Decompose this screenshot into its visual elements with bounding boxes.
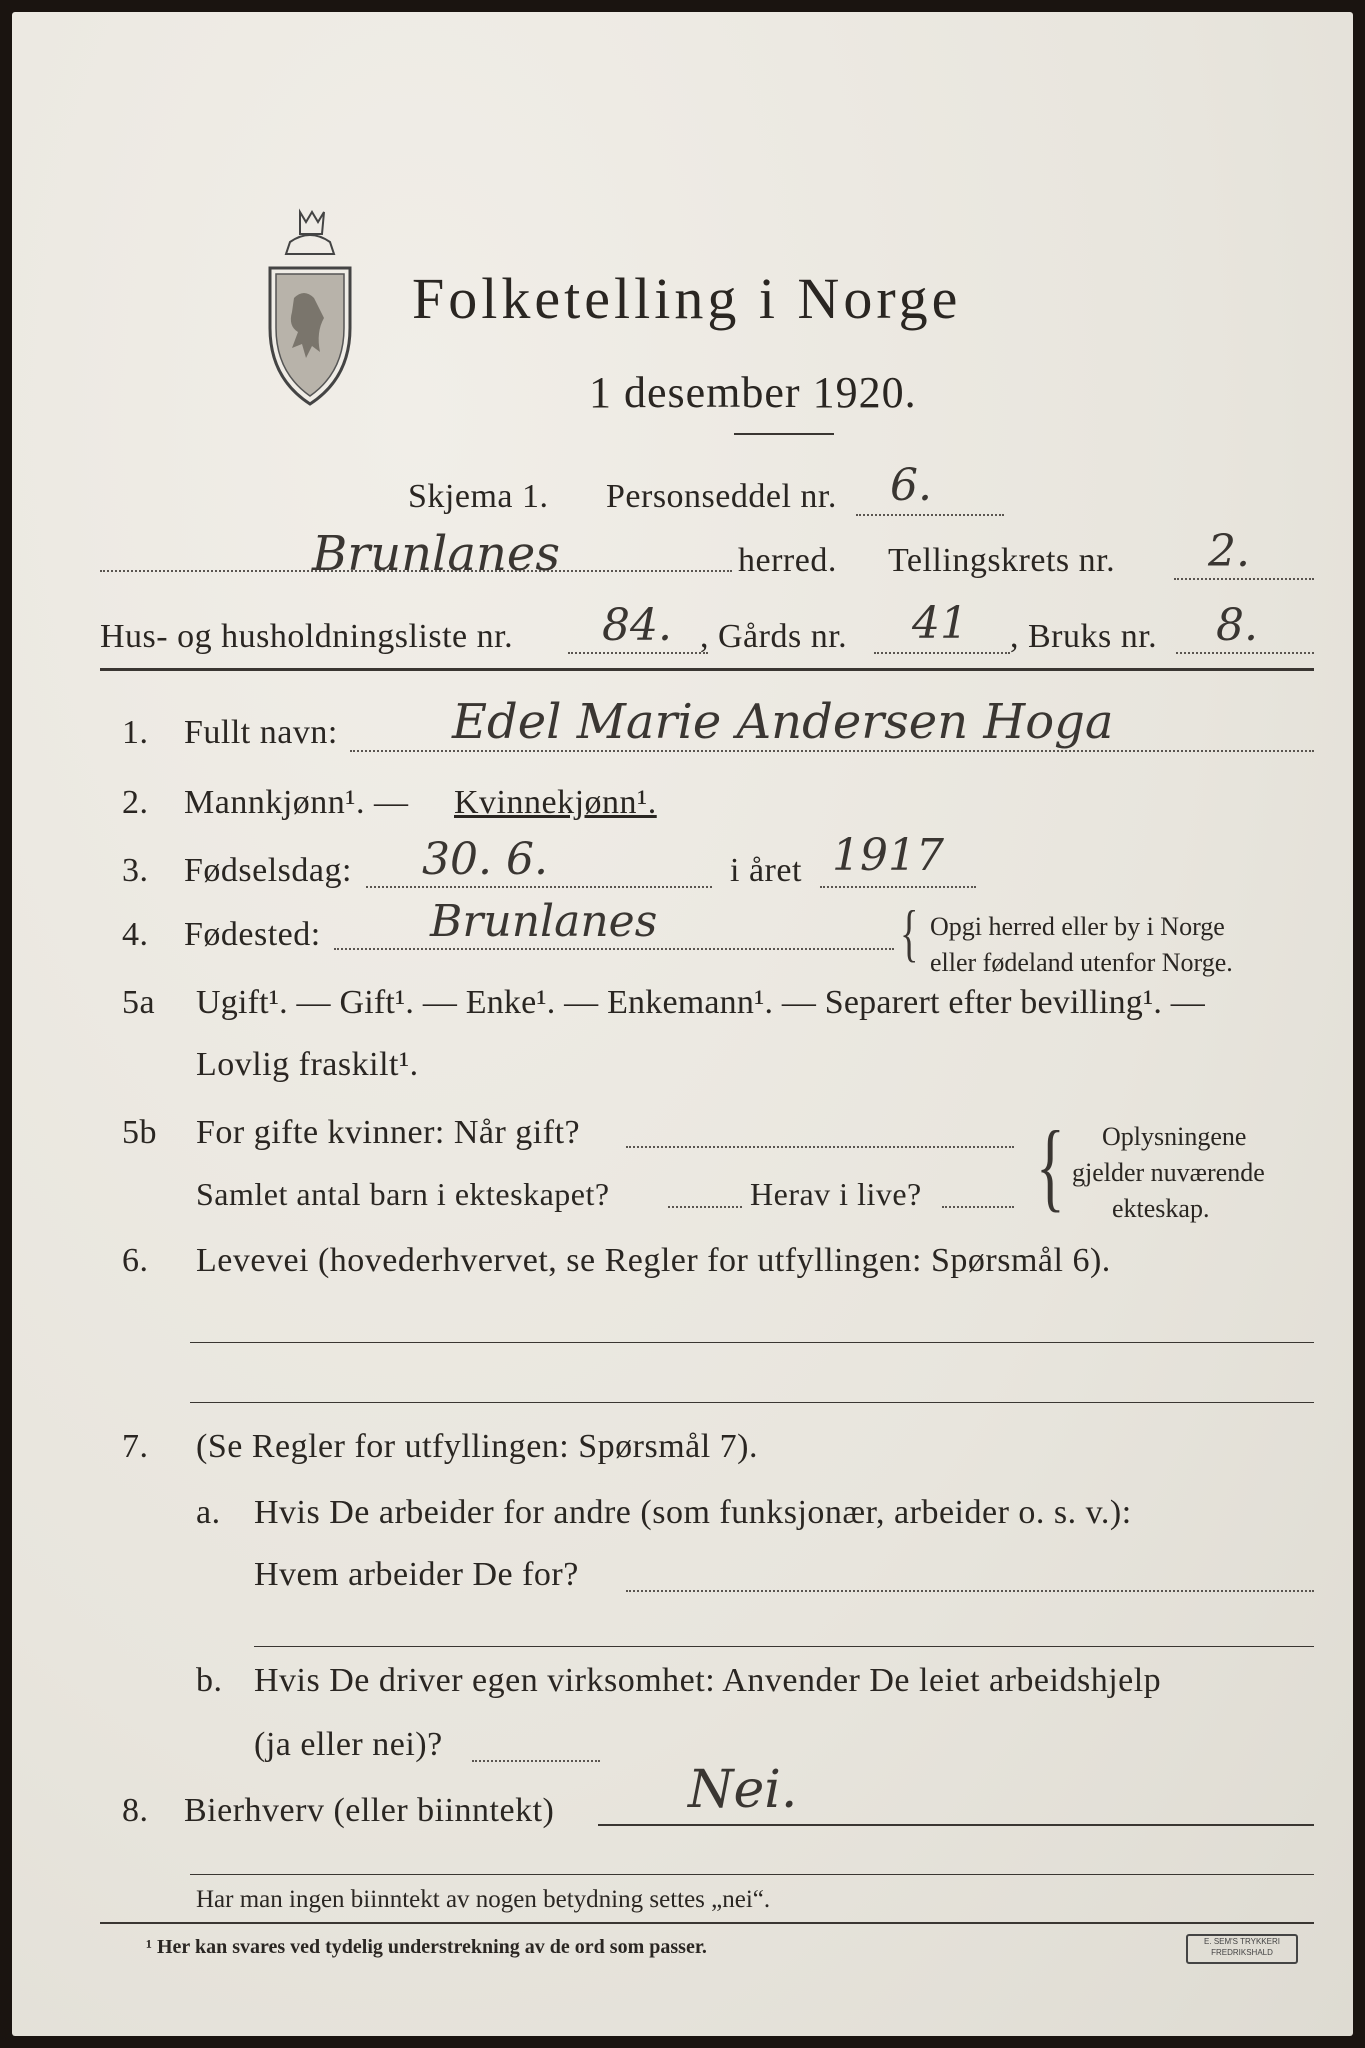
- bruks-label: , Bruks nr.: [1010, 618, 1158, 655]
- q7-label: (Se Regler for utfyllingen: Spørsmål 7).: [196, 1428, 759, 1465]
- q8-number: 8.: [122, 1792, 149, 1829]
- q3-number: 3.: [122, 852, 149, 889]
- tellingskrets-value: 2.: [1208, 526, 1250, 577]
- q2-number: 2.: [122, 784, 149, 821]
- footnote: ¹ Her kan svares ved tydelig understrekning av de ord som passer.: [146, 1936, 707, 1958]
- birthplace-value: Brunlanes: [430, 896, 658, 947]
- q5a-line-1: Ugift¹. — Gift¹. — Enke¹. — Enkemann¹. — Separert efter bevilling¹. —: [196, 984, 1205, 1021]
- q6-line-1: [190, 1342, 1314, 1343]
- gards-label: , Gårds nr.: [700, 618, 848, 655]
- tellingskrets-label: Tellingskrets nr.: [888, 542, 1116, 579]
- q3-year-label: i året: [730, 852, 802, 889]
- birthday-value: 30. 6.: [422, 834, 548, 885]
- q6-number: 6.: [122, 1242, 149, 1279]
- q4-note-2: eller fødeland utenfor Norge.: [930, 948, 1233, 977]
- q5b-number: 5b: [122, 1114, 157, 1151]
- personseddel-value: 6.: [890, 460, 932, 511]
- q8-label: Bierhverv (eller biinntekt): [184, 1792, 555, 1829]
- q5b-line-1: For gifte kvinner: Når gift?: [196, 1114, 581, 1151]
- printer-stamp: E. SEM'S TRYKKERI FREDRIKSHALD: [1186, 1934, 1298, 1964]
- skjema-label: Skjema 1.: [408, 478, 549, 515]
- footer-note: Har man ingen biinntekt av nogen betydning settes „nei“.: [196, 1886, 771, 1913]
- herred-value: Brunlanes: [312, 526, 560, 582]
- q7b-line-2: (ja eller nei)?: [254, 1726, 443, 1763]
- q4-label: Fødested:: [184, 916, 321, 953]
- q8-answer-line: [598, 1824, 1314, 1826]
- personseddel-label: Personseddel nr.: [606, 478, 837, 515]
- form-title: Folketelling i Norge: [412, 266, 962, 331]
- census-date: 1 desember 1920.: [589, 368, 917, 417]
- q7-number: 7.: [122, 1428, 149, 1465]
- q2-female-underlined: Kvinnekjønn¹.: [454, 784, 657, 821]
- q7a-line-1: Hvis De arbeider for andre (som funksjonær, arbeider o. s. v.):: [254, 1494, 1132, 1531]
- coat-of-arms-icon: [260, 208, 360, 408]
- q5b-brace: {: [1036, 1110, 1065, 1221]
- bruks-value: 8.: [1216, 600, 1258, 651]
- q5a-number: 5a: [122, 984, 156, 1021]
- hus-label: Hus- og husholdningsliste nr.: [100, 618, 514, 655]
- title-divider: [734, 433, 834, 435]
- side-income-value: Nei.: [688, 1760, 798, 1820]
- gards-value: 41: [912, 598, 968, 649]
- census-form: [12, 12, 1353, 2036]
- q4-note-1: Opgi herred eller by i Norge: [930, 912, 1225, 941]
- q8-line-2: [190, 1874, 1314, 1875]
- hus-value: 84.: [602, 600, 672, 651]
- q7b-line-1: Hvis De driver egen virksomhet: Anvender De leiet arbeidshjelp: [254, 1662, 1162, 1699]
- q5b-note-1: Oplysningene: [1102, 1122, 1247, 1151]
- q2-male: Mannkjønn¹. —: [184, 784, 409, 821]
- q5b-note-3: ekteskap.: [1112, 1194, 1210, 1223]
- q7b-letter: b.: [196, 1662, 223, 1699]
- q5b-line-2b: Herav i live?: [750, 1176, 922, 1212]
- q6-label: Levevei (hovederhvervet, se Regler for utfyllingen: Spørsmål 6).: [196, 1242, 1111, 1279]
- q7a-line-2: Hvem arbeider De for?: [254, 1556, 579, 1593]
- q6-line-2: [190, 1402, 1314, 1403]
- header-rule: [100, 668, 1314, 671]
- q7a-letter: a.: [196, 1494, 221, 1531]
- q5b-note-2: gjelder nuværende: [1072, 1158, 1265, 1187]
- footer-rule: [100, 1922, 1314, 1924]
- q1-number: 1.: [122, 714, 149, 751]
- birth-year-value: 1917: [832, 830, 944, 881]
- q1-label: Fullt navn:: [184, 714, 338, 751]
- full-name-value: Edel Marie Andersen Hoga: [452, 694, 1114, 750]
- q5a-line-2: Lovlig fraskilt¹.: [196, 1046, 419, 1083]
- q5b-line-2a: Samlet antal barn i ekteskapet?: [196, 1176, 610, 1212]
- q4-brace: {: [900, 897, 919, 968]
- q4-number: 4.: [122, 916, 149, 953]
- herred-label: herred.: [738, 542, 837, 579]
- q3-label: Fødselsdag:: [184, 852, 352, 889]
- q7a-line-3: [254, 1646, 1314, 1647]
